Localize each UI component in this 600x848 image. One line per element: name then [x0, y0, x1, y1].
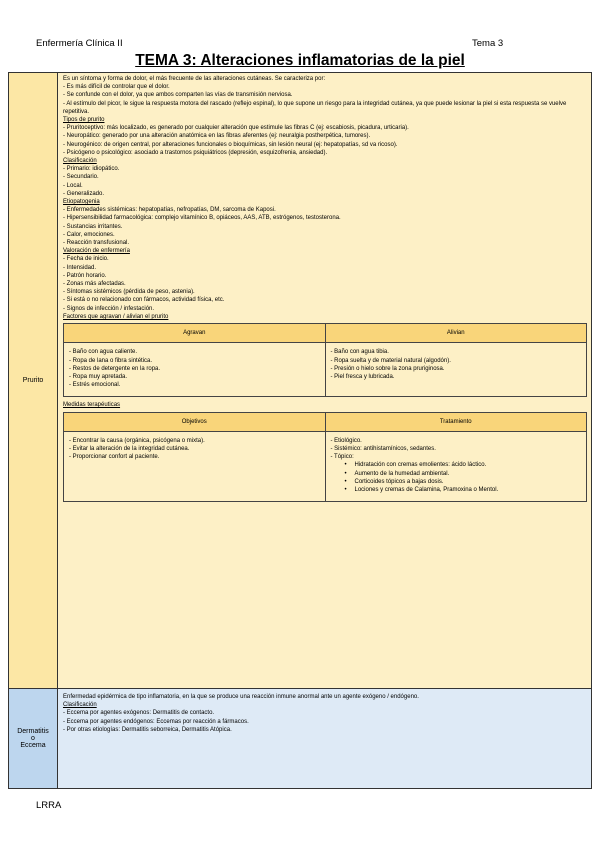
bullet-item: • Aumento de la humedad ambiental.	[331, 470, 582, 478]
alivian-cell	[325, 343, 587, 397]
etiopatogenia-heading: Etiopatogenia	[63, 199, 100, 206]
list-item: - Restos de detergente en la ropa.	[69, 365, 161, 372]
list-item: - Eccema por agentes exógenos: Dermatitis de contacto.	[63, 710, 215, 717]
intro-line: Es un síntoma y forma de dolor, el más frecuente de las alteraciones cutáneas. Se caracteriza por:	[63, 76, 326, 82]
factores-heading: Factores que agravan / alivian el prurito	[63, 313, 169, 320]
list-item: - Eccema por agentes endógenos: Eccemas por reacción a fármacos.	[63, 718, 249, 725]
unit-number: Tema 3	[472, 38, 504, 49]
objetivos-header: Objetivos	[64, 412, 326, 431]
intro-line: - Se confunde con el dolor, ya que ambos comparten las vías de transmisión nerviosa.	[63, 92, 293, 99]
dermatitis-clasificacion-heading: Clasificación	[63, 702, 97, 709]
tratamiento-header: Tratamiento	[325, 412, 587, 431]
list-item: - Estrés emocional.	[69, 382, 121, 389]
page-title: TEMA 3: Alteraciones inflamatorias de la piel	[135, 52, 465, 69]
list-item: - Ropa muy apretada.	[69, 373, 128, 380]
list-item: - Local.	[63, 182, 83, 189]
list-item: - Reacción transfusional.	[63, 240, 130, 247]
list-item: - Tópico:	[330, 454, 354, 461]
list-item: - Presión o hielo sobre la zona pruriginosa.	[330, 365, 445, 372]
list-item: - Generalizado.	[63, 190, 105, 197]
list-item: - Baño con agua caliente.	[69, 349, 138, 356]
prurito-row	[9, 73, 592, 689]
list-item: - Encontrar la causa (orgánica, psicógena o mixta).	[69, 437, 205, 444]
list-item: - Secundario.	[63, 174, 99, 181]
medidas-heading: Medidas terapéuticas	[63, 402, 121, 409]
bullet-item: • Lociones y cremas de Calamina, Pramoxina o Mentol.	[331, 486, 582, 494]
bullet-item: • Hidratación con cremas emolientes: ácido láctico.	[331, 461, 582, 469]
dermatitis-row	[9, 689, 592, 789]
agravan-cell	[64, 343, 326, 397]
dermatitis-label-line: o	[31, 735, 35, 742]
list-item: - Piel fresca y lubricada.	[330, 373, 395, 380]
dermatitis-intro: Enfermedad epidérmica de tipo inflamatoria, en la que se produce una reacción inmune anormal ante un agente exógeno / endógeno.	[63, 694, 419, 700]
tratamiento-cell	[325, 431, 587, 501]
list-item: - Fecha de inicio.	[63, 256, 109, 263]
list-item: - Primario: idiopático.	[63, 166, 120, 173]
list-item: - Psicógeno o psicológico: asociado a trastornos psiquiátricos (depresión, esquizofrenia, ansiedad).	[63, 149, 328, 156]
list-item: - Proporcionar confort al paciente.	[69, 454, 160, 461]
intro-line: - Es más difícil de controlar que el dolor.	[63, 84, 170, 91]
list-item: - Neurogénico: de origen central, por alteraciones funcionales o bioquímicas, sin lesión neural (ej: hepatopatías, sd va ricoso).	[63, 141, 398, 148]
medidas-table	[63, 412, 587, 503]
list-item: - Signos de infección / infestación.	[63, 305, 155, 312]
list-item: - Sustancias irritantes.	[63, 223, 123, 230]
list-item: - Ropa suelta y de material natural (algodón).	[330, 357, 451, 364]
clasificacion-heading: Clasificación	[63, 158, 97, 165]
list-item: - Intensidad.	[63, 264, 97, 271]
list-item: - Hipersensibilidad farmacológica: complejo vitamínico B, opiáceos, AAS, ATB, estrógenos, testosterona.	[63, 215, 341, 222]
prurito-intro	[63, 75, 587, 116]
list-item: - Baño con agua tibia.	[330, 349, 389, 356]
valoracion-heading: Valoración de enfermería	[63, 248, 130, 255]
list-item: - Enfermedades sistémicas: hepatopatías, nefropatías, DM, sarcoma de Kaposi.	[63, 207, 276, 214]
list-item: - Zonas más afectadas.	[63, 281, 126, 288]
list-item: - Evitar la alteración de la integridad cutánea.	[69, 445, 190, 452]
footer-initials: LRRA	[36, 800, 62, 811]
list-item: - Patrón horario.	[63, 272, 107, 279]
list-item: - Etiológico.	[330, 437, 362, 444]
list-item: - Si está o no relacionado con fármacos, actividad física, etc.	[63, 297, 225, 304]
course-name: Enfermería Clínica II	[36, 38, 123, 49]
intro-line: - Al estímulo del picor, le sigue la respuesta motora del rascado (reflejo espinal), lo que supone un riesgo para la integridad cutánea, ya que puede lesionar la piel si esta respuesta se vuelve repetitiva.	[63, 100, 567, 115]
content-table	[8, 72, 592, 789]
list-item: - Ropa de lana o fibra sintética.	[69, 357, 153, 364]
alivian-header: Alivian	[325, 324, 587, 343]
prurito-content	[58, 73, 592, 689]
list-item: - Por otras etiologías: Dermatitis seborreica, Dermatitis Atópica.	[63, 726, 232, 733]
tipos-heading: Tipos de prurito	[63, 117, 105, 124]
dermatitis-content	[58, 689, 592, 789]
prurito-label: Prurito	[9, 73, 58, 689]
list-item: - Calor, emociones.	[63, 231, 115, 238]
dermatitis-label	[9, 689, 58, 789]
objetivos-cell	[64, 431, 326, 501]
agravan-header: Agravan	[64, 324, 326, 343]
list-item: - Pruritoceptivo: más localizado, es generado por cualquier alteración que estimule las fibras C (ej: escabiosis, picadura, urticaria).	[63, 125, 409, 132]
bullet-item: • Corticoides tópicos a bajas dosis.	[331, 478, 582, 486]
dermatitis-label-line: Dermatitis	[17, 728, 49, 735]
dermatitis-label-line: Eccema	[20, 742, 46, 749]
list-item: - Sistémico: antihistamínicos, sedantes.	[330, 445, 436, 452]
factores-table	[63, 323, 587, 397]
list-item: - Síntomas sistémicos (pérdida de peso, astenia).	[63, 289, 195, 296]
list-item: - Neuropático: generado por una alteración anatómica en las fibras aferentes (ej: neuralgia postherpética, tumores).	[63, 133, 371, 140]
